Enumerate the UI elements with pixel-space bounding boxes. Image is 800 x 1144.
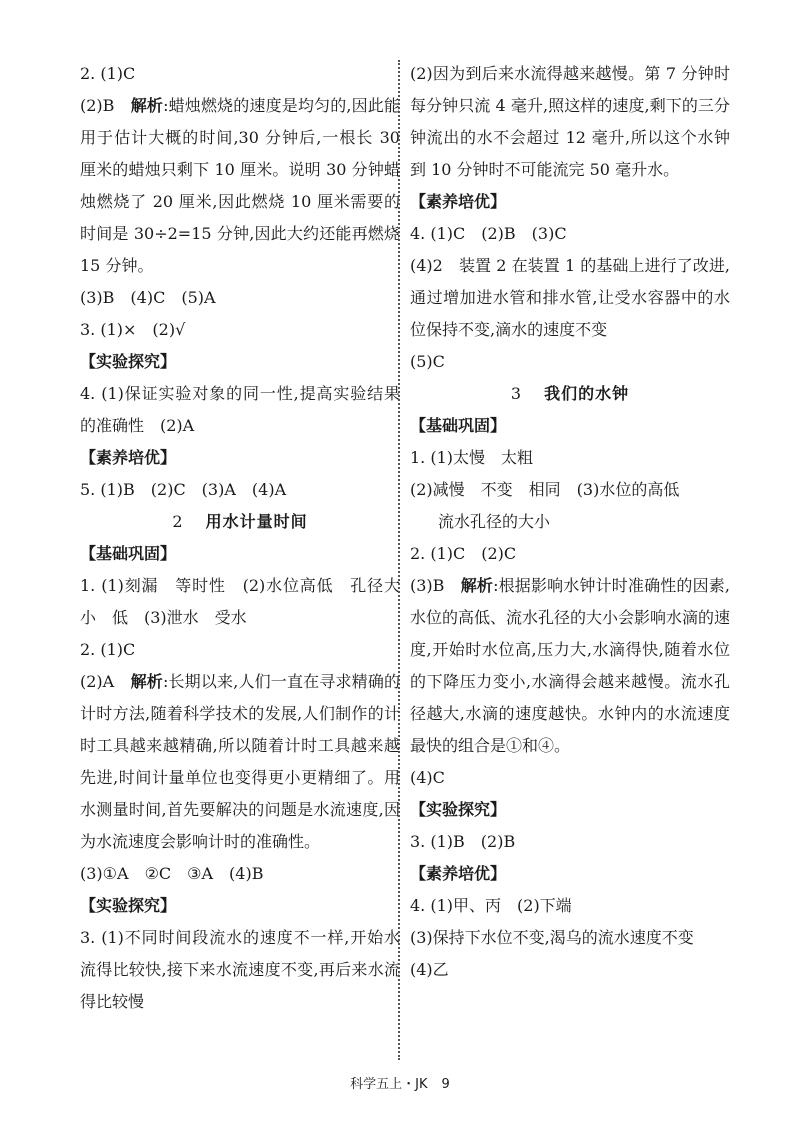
chapter-number: 2 [172,512,184,531]
answer-ch3-1-2: (2)减慢 不变 相同 (3)水位的高低 [410,480,680,499]
answer-prefix: (3)B [410,576,461,595]
chapter-number: 3 [510,384,523,403]
answer-ch3-2-4: (4)C [410,768,445,787]
section-basics: 【基础巩固】 [410,416,507,435]
chapter-name: 我们的水钟 [544,384,630,403]
answer-prefix: (2)A [80,672,131,691]
analysis-text: :蜡烛燃烧的速度是均匀的,因此能用于估计大概的时间,30 分钟后,一根长 30 厘米的蜡烛只剩下 10 厘米。说明 30 分钟蜡烛燃烧了 20 厘米,因此燃烧 10 厘米需要的时间是 30÷2=15 分钟,因此大约还能再燃烧 15 分钟。 [80,96,400,275]
section-basics: 【基础巩固】 [80,544,177,563]
answer-ch3-4-4: (4)乙 [410,960,449,979]
page-footer [0,1073,800,1092]
answer-ch3-4: 4. (1)甲、丙 (2)下端 [410,896,572,915]
left-column [80,58,400,1018]
section-experiment: 【实验探究】 [80,352,177,371]
section-experiment: 【实验探究】 [410,800,507,819]
answer-ch2-3: 3. (1)不同时间段流水的速度不一样,开始水流得比较快,接下来水流速度不变,再后来水流得比较慢 [80,928,400,1011]
page-number: 9 [441,1077,450,1092]
footer-label: 科学五上・JK [350,1077,428,1092]
answer-ch3-2: 2. (1)C (2)C [410,544,517,563]
analysis-text: :根据影响水钟计时准确性的因素,水位的高低、流水孔径的大小会影响水滴的速度,开始时水位高,压力大,水滴得快,随着水位的下降压力变小,水滴得会越来越慢。流水孔径越大,水滴的速度越快。水钟内的水流速度最快的组合是①和④。 [410,576,731,755]
analysis-label: 解析 [130,672,163,691]
answer-ch3-1-2-cont: 流水孔径的大小 [438,512,551,531]
analysis-text: :长期以来,人们一直在寻求精确的计时方法,随着科学技术的发展,人们制作的计时工具越来越精确,所以随着计时工具越来越先进,时间计量单位也变得更小更精细了。用水测量时间,首先要解决的问题是水流速度,因为水流速度会影响计时的准确性。 [80,672,400,851]
answer-prefix: (2)B [80,96,131,115]
answer-3: 3. (1)× (2)√ [80,320,186,339]
chapter-title [80,506,400,538]
answer-ch2-1: 1. (1)刻漏 等时性 (2)水位高低 孔径大小 低 (3)泄水 受水 [80,576,400,627]
answer-ch2-2-3: (3)①A ②C ③A (4)B [80,864,264,883]
answer-5: 5. (1)B (2)C (3)A (4)A [80,480,287,499]
section-quality: 【素养培优】 [410,864,507,883]
answer-2-3: (3)B (4)C (5)A [80,288,216,307]
answer-ch3-3: 3. (1)B (2)B [410,832,516,851]
answer-ch3-4-3: (3)保持下水位不变,渴乌的流水速度不变 [410,928,694,947]
answer-2-1: 2. (1)C [80,64,136,83]
answer-ch2-2-1: 2. (1)C [80,640,136,659]
right-column [410,58,730,986]
section-experiment: 【实验探究】 [80,896,177,915]
answer-ch3-1: 1. (1)太慢 太粗 [410,448,534,467]
answer-4: 4. (1)保证实验对象的同一性,提高实验结果的准确性 (2)A [80,384,400,435]
section-quality: 【素养培优】 [410,192,507,211]
chapter-title [410,378,730,410]
chapter-name: 用水计量时间 [205,512,308,531]
answer-ch2-4-5: (5)C [410,352,445,371]
analysis-label: 解析 [130,96,164,115]
answer-ch3-2-3 [410,570,730,762]
column-divider [398,60,400,1060]
section-quality: 【素养培优】 [80,448,177,467]
analysis-label: 解析 [460,576,494,595]
answer-ch2-4: 4. (1)C (2)B (3)C [410,224,567,243]
answer-ch2-2-2 [80,666,400,858]
answer-ch2-3-2: (2)因为到后来水流得越来越慢。第 7 分钟时每分钟只流 4 毫升,照这样的速度,剩下的三分钟流出的水不会超过 12 毫升,所以这个水钟到 10 分钟时不可能流完 50 毫升水。 [410,64,730,179]
answer-ch2-4-4: (4)2 装置 2 在装置 1 的基础上进行了改进,通过增加进水管和排水管,让受水容器中的水位保持不变,滴水的速度不变 [410,256,730,339]
answer-2-2 [80,90,400,282]
